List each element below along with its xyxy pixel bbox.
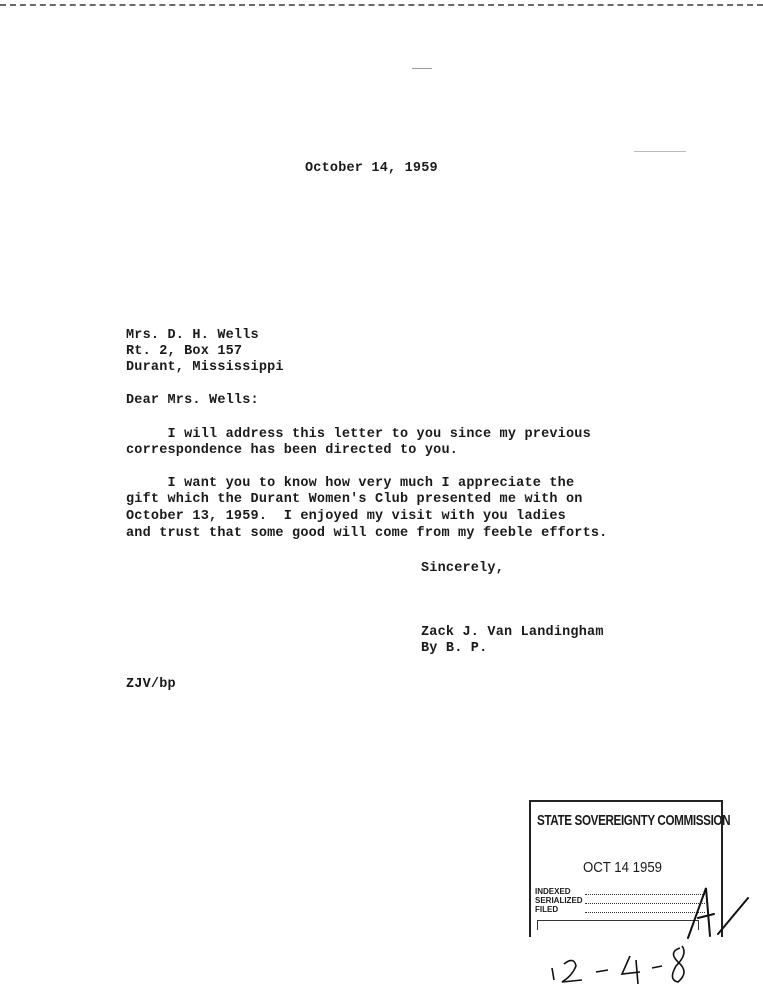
stamp-field-filed: FILED bbox=[535, 906, 558, 914]
handwritten-initials bbox=[668, 868, 758, 948]
paragraph1-line: correspondence has been directed to you. bbox=[126, 443, 459, 458]
speck bbox=[412, 68, 432, 69]
recipient-name: Mrs. D. H. Wells bbox=[126, 328, 259, 343]
signer-name: Zack J. Van Landingham bbox=[421, 625, 604, 640]
paragraph1-line: I will address this letter to you since my previous bbox=[126, 427, 591, 442]
salutation: Dear Mrs. Wells: bbox=[126, 393, 259, 408]
recipient-street: Rt. 2, Box 157 bbox=[126, 344, 243, 359]
stamp-field-indexed: INDEXED bbox=[535, 888, 571, 896]
letter-date: October 14, 1959 bbox=[305, 161, 438, 176]
paragraph2-line: gift which the Durant Women's Club presented me with on bbox=[126, 492, 583, 507]
stamp-date: OCT 14 1959 bbox=[583, 859, 663, 876]
signer-by: By B. P. bbox=[421, 641, 488, 656]
top-edge-rule bbox=[0, 4, 763, 6]
stamp-title: STATE SOVEREIGNTY COMMISSION bbox=[537, 812, 731, 829]
stamp-field-serialized: SERIALIZED bbox=[535, 897, 583, 905]
recipient-city: Durant, Mississippi bbox=[126, 360, 284, 375]
paragraph2-line: and trust that some good will come from my feeble efforts. bbox=[126, 526, 608, 541]
paragraph2-line: I want you to know how very much I appreciate the bbox=[126, 476, 575, 491]
paragraph2-line: October 13, 1959. I enjoyed my visit with you ladies bbox=[126, 509, 566, 524]
handwritten-file-number bbox=[548, 938, 708, 988]
closing: Sincerely, bbox=[421, 561, 505, 576]
speck bbox=[634, 151, 686, 152]
reference-initials: ZJV/bp bbox=[126, 677, 176, 692]
